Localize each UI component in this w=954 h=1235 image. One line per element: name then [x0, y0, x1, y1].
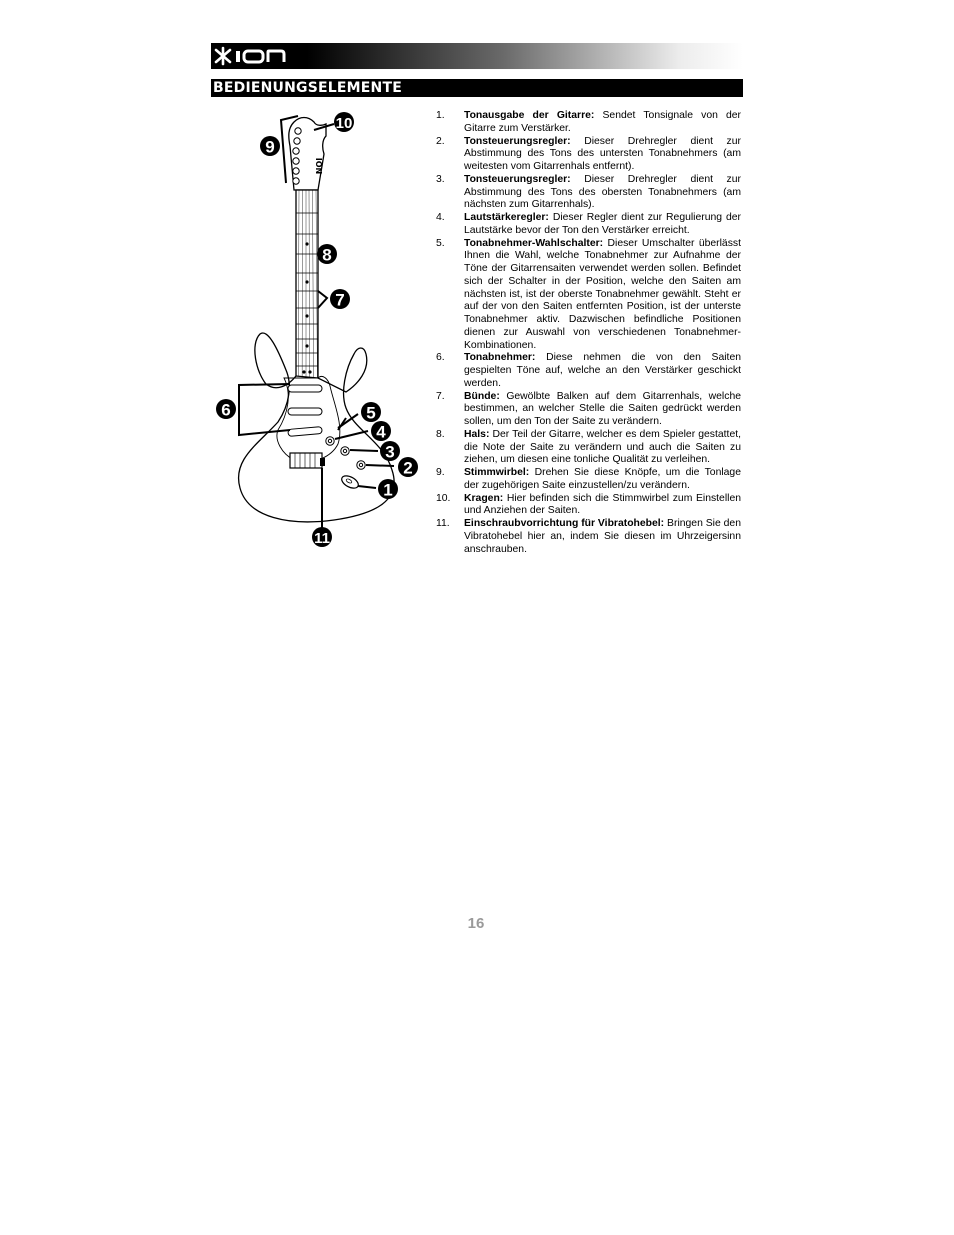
list-item: [436, 352, 741, 390]
list-item: [436, 391, 741, 429]
list-item-description: Diese nehmen die von den Saiten gespielten Töne auf, welche an den Verstärker geschickt werden.: [464, 352, 742, 389]
callout-2: [398, 457, 418, 478]
list-item-number: 5.: [436, 237, 445, 249]
list-item-number: 6.: [436, 352, 445, 364]
guitar-diagram: [221, 108, 430, 558]
list-item-term: Einschraubvorrichtung für Vibratohebel:: [464, 518, 665, 529]
svg-text:4: 4: [376, 422, 386, 442]
list-item-number: 1.: [436, 110, 445, 121]
header-brand-bar: [211, 43, 743, 69]
svg-text:10: 10: [335, 115, 353, 132]
list-item-term: Tonsteuerungsregler:: [464, 173, 571, 185]
list-item-description: Dieser Drehregler dient zur Abstimmung des Tons des untersten Tonabnehmers (am weitesten vom Gitarrenhals entfernt).: [464, 135, 741, 172]
svg-text:3: 3: [385, 442, 395, 462]
list-item-number: 2.: [436, 135, 445, 147]
vibrato-arm-mount: [320, 458, 325, 466]
list-item-description: Der Teil der Gitarre, welcher es dem Spieler gestattet, die Note der Saite zu verändern und auch die Saiten zu ziehen, um diesen eine tonliche Qualität zu verleihen.: [464, 428, 741, 466]
list-item-description: Dieser Regler dient zur Regulierung der Lautstärke bevor der Ton den Verstärker erreicht.: [464, 212, 741, 236]
list-item: [436, 136, 741, 174]
list-item-description: Sendet Tonsignale von der Gitarre zum Verstärker.: [464, 110, 742, 134]
callout-9: [260, 136, 280, 157]
list-item-number: 8.: [436, 428, 445, 440]
svg-text:11: 11: [314, 530, 330, 547]
list-item-description: Drehen Sie diese Knöpfe, um die Tonlage der zugehörigen Saite einzustellen/zu verändern.: [464, 467, 741, 491]
list-item: [436, 493, 741, 519]
list-item-term: Stimmwirbel:: [464, 467, 530, 478]
callout-11: [312, 527, 332, 547]
list-item-term: Bünde:: [464, 390, 500, 402]
list-item-number: 11.: [436, 518, 450, 529]
list-item-description: Bringen Sie den Vibratohebel hier an, indem Sie diesen im Uhrzeigersinn anschrauben.: [464, 518, 741, 555]
guitar-neck: [296, 190, 318, 390]
headstock-brand-label: ION: [314, 157, 323, 175]
list-item: [436, 174, 741, 212]
list-item-term: Lautstärkeregler:: [464, 212, 549, 223]
list-item-description: Gewölbte Balken auf dem Gitarrenhals, welche bestimmen, an welcher Stelle die Saiten gedrückt werden sollen, um den Ton der Saite zu verändern.: [464, 390, 741, 427]
svg-text:2: 2: [403, 458, 413, 478]
list-item: [436, 429, 741, 467]
callout-4: [371, 421, 391, 442]
svg-text:5: 5: [366, 403, 376, 423]
list-item-term: Tonsteuerungsregler:: [464, 135, 571, 147]
svg-text:9: 9: [265, 137, 275, 157]
list-item-number: 9.: [436, 467, 445, 478]
callout-7: [330, 289, 350, 310]
list-item-term: Tonabnehmer-Wahlschalter:: [464, 237, 604, 249]
list-item-number: 4.: [436, 212, 445, 223]
list-item-term: Hals:: [464, 428, 490, 440]
ion-logo: [213, 46, 293, 66]
list-item: [436, 518, 741, 556]
callout-5: [361, 402, 381, 423]
list-item: [436, 467, 741, 493]
svg-text:6: 6: [221, 400, 231, 420]
list-item-description: Hier befinden sich die Stimmwirbel zum Einstellen und Anziehen der Saiten.: [464, 492, 742, 517]
list-item-term: Tonausgabe der Gitarre:: [464, 110, 595, 121]
list-item-term: Kragen:: [464, 492, 504, 504]
controls-list: [436, 110, 741, 556]
svg-text:8: 8: [322, 245, 332, 265]
list-item: [436, 212, 741, 238]
svg-text:1: 1: [383, 480, 393, 500]
list-item-description: Dieser Drehregler dient zur Abstimmung des Tons des obersten Tonabnehmers (am nächsten zum Gitarrenhals).: [464, 173, 741, 211]
callout-6: [216, 399, 236, 420]
list-item: [436, 110, 741, 136]
list-item-description: Dieser Umschalter überlässt Ihnen die Wahl, welche Tonabnehmer zur Aufnahme der Töne der Gitarrensaiten verwendet werden sollen. Befindet sich der Schalter in der Position, welche den Saiten am nächsten ist, ist der oberste Tonabnehmer gewählt. Steht er auf der von den Saiten entfernten Position, ist der unterste Tonabnehmer aktiv. Dazwischen befindliche Positionen dienen zur Auswahl von verschiedenen Tonabnehmer-Kombinationen.: [464, 237, 741, 351]
callout-8: [317, 244, 337, 265]
list-item-number: 10.: [436, 492, 451, 504]
page-number: 16: [467, 915, 485, 932]
list-item: [436, 238, 741, 353]
list-item-term: Tonabnehmer:: [464, 352, 536, 364]
callout-10: [334, 112, 354, 132]
svg-text:7: 7: [335, 290, 345, 310]
section-title: BEDIENUNGSELEMENTE: [211, 79, 743, 97]
list-item-number: 3.: [436, 173, 445, 185]
list-item-number: 7.: [436, 390, 445, 402]
